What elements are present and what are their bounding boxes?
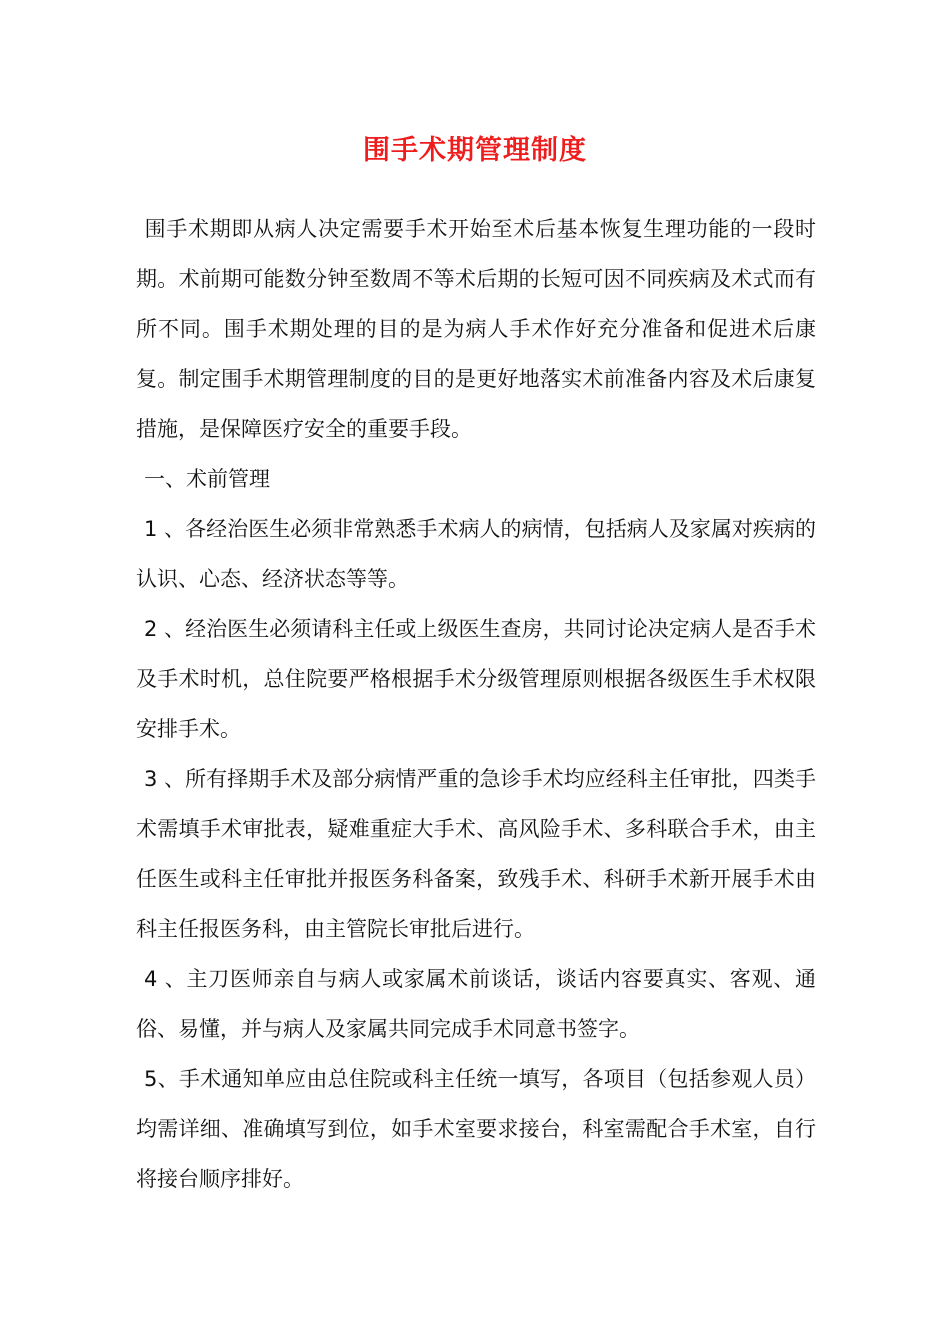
item-paragraph-text: 4 、主刀医师亲自与病人或家属术前谈话，谈话内容要真实、客观、通俗、易懂，并与病人及家属共同完成手术同意书签字。 [136, 967, 816, 1041]
item-paragraph-text: 3 、所有择期手术及部分病情严重的急诊手术均应经科主任审批，四类手术需填手术审批表，疑难重症大手术、高风险手术、多科联合手术，由主任医生或科主任审批并报医务科备案，致残手术、科研手术新开展手术由科主任报医务科，由主管院长审批后进行。 [136, 767, 816, 941]
section-heading-preop [136, 454, 816, 504]
document-title: 围手术期管理制度 [363, 135, 587, 166]
item-paragraph-3 [136, 754, 816, 954]
document-body [136, 204, 816, 1204]
section-heading-text: 一、术前管理 [144, 467, 270, 491]
item-paragraph-4 [136, 954, 816, 1054]
intro-paragraph-text: 围手术期即从病人决定需要手术开始至术后基本恢复生理功能的一段时期。术前期可能数分钟至数周不等术后期的长短可因不同疾病及术式而有所不同。围手术期处理的目的是为病人手术作好充分准备和促进术后康复。制定围手术期管理制度的目的是更好地落实术前准备内容及术后康复措施，是保障医疗安全的重要手段。 [136, 217, 816, 441]
intro-paragraph [136, 204, 816, 454]
item-paragraph-text: 2 、经治医生必须请科主任或上级医生查房，共同讨论决定病人是否手术及手术时机，总住院要严格根据手术分级管理原则根据各级医生手术权限安排手术。 [136, 617, 816, 741]
item-paragraph-text: 5、手术通知单应由总住院或科主任统一填写，各项目（包括参观人员）均需详细、准确填写到位，如手术室要求接台，科室需配合手术室，自行将接台顺序排好。 [136, 1067, 816, 1191]
item-paragraph-5 [136, 1054, 816, 1204]
item-paragraph-1 [136, 504, 816, 604]
item-paragraph-text: 1 、各经治医生必须非常熟悉手术病人的病情，包括病人及家属对疾病的认识、心态、经济状态等等。 [136, 517, 816, 591]
item-paragraph-2 [136, 604, 816, 754]
